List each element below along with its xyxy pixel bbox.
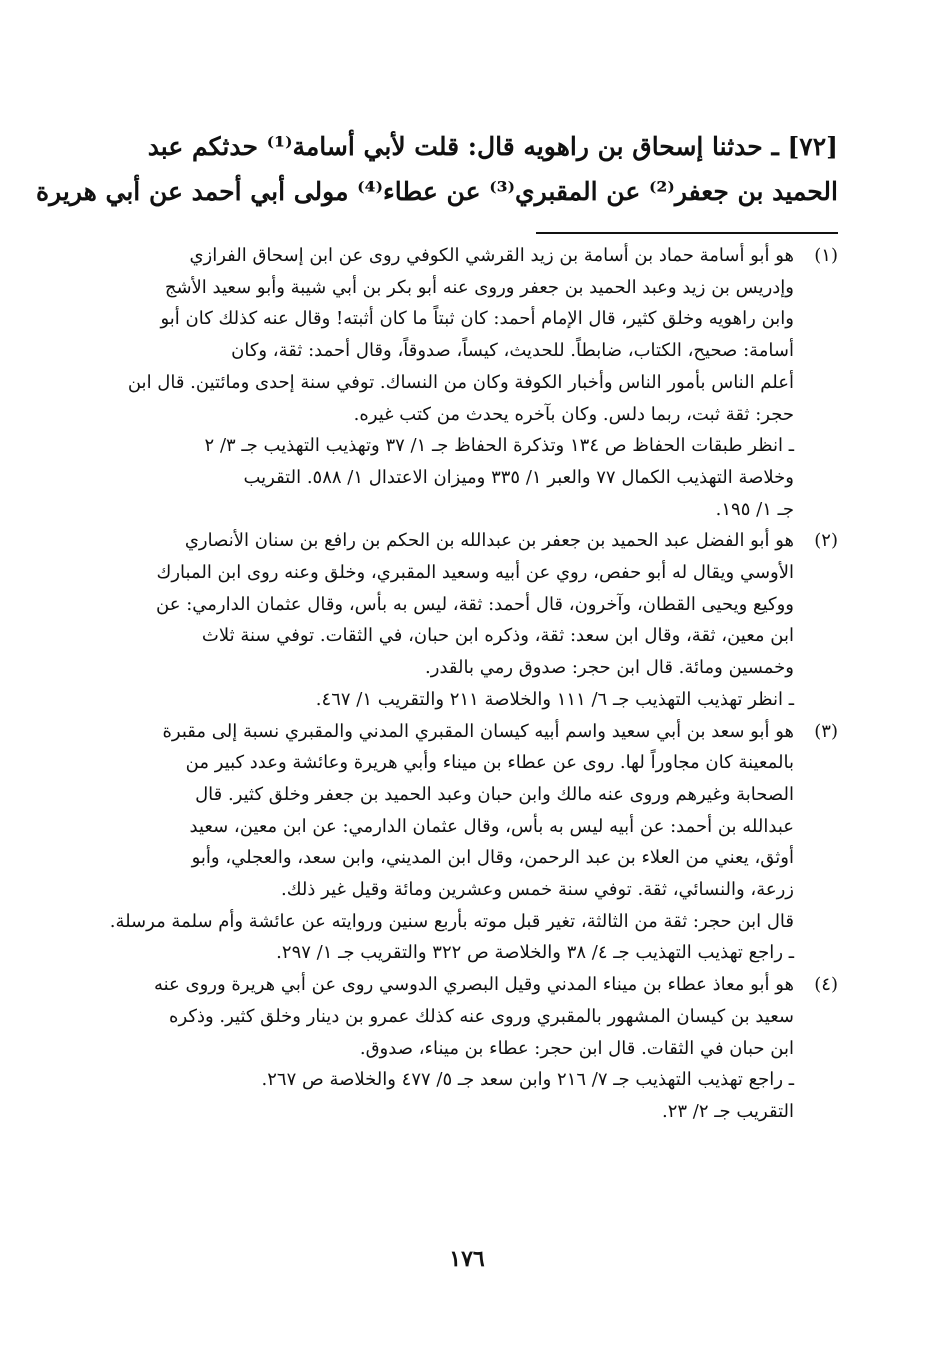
source-line: ـ انظر طبقات الحفاظ ص ١٣٤ وتذكرة الحفاظ جـ ١/ ٣٧ وتهذيب التهذيب جـ ٣/ ٢ [204, 435, 794, 457]
hadith-line: [٧٢] ـ حدثنا إسحاق بن راهويه قال: قلت لأبي أسامة⁽¹⁾ حدثكم عبد [147, 132, 838, 161]
footnote-line: هو أبو الفضل عبد الحميد بن جعفر بن عبدالله بن الحكم بن رافع بن سنان الأنصاري [184, 530, 794, 552]
source-line: التقريب جـ ٢/ ٢٣. [661, 1100, 794, 1122]
footnote-2 [80, 525, 838, 715]
footnote-number: (١) [814, 245, 838, 266]
footnote-line: سعيد بن كيسان المشهور بالمقبري وروى عنه كذلك عمرو بن دينار وخلق كثير. وذكره [169, 1005, 794, 1027]
footnote-1 [80, 240, 838, 525]
footnote-sources [80, 1064, 794, 1127]
source-line: قال ابن حجر: ثقة من الثالثة، تغير قبل موته بأربع سنين وروايته عن عائشة وأم سلمة مرسلة. [109, 910, 794, 932]
footnote-line: زرعة، والنسائي، ثقة. توفي سنة خمس وعشرين ومائة وقيل غير ذلك. [281, 879, 794, 901]
footnote-line: هو أبو سعد بن أبي سعيد واسم أبيه كيسان المقبري المدني والمقبري نسبة إلى مقبرة [162, 720, 794, 742]
footnote-line: بالمعينة كان مجاوراً لها. روى عن عطاء بن ميناء وأبي هريرة وعائشة وعدد كبير من [185, 752, 794, 774]
footnote-line: حجر: ثقة ثبت، ربما دلس. وكان بآخره يحدث من كتب غيره. [353, 403, 794, 425]
footnotes [80, 240, 838, 1128]
footnote-line: وابن راهويه وخلق كثير، قال الإمام أحمد: كان ثبتاً ما كان أثبته! وقال عنه كذلك كان أبو [160, 308, 794, 330]
footnote-sources [80, 430, 794, 525]
footnote-line: ووكيع ويحيى القطان، وآخرون، قال أحمد: ثقة، ليس به بأس، وقال عثمان الدارمي: عن [156, 593, 794, 615]
footnote-line: الأوسي ويقال له أبو حفص، روي عن أبيه وسعيد المقبري، وخلق وعنه روى ابن المبارك [156, 562, 794, 584]
source-line: ـ راجع تهذيب التهذيب جـ ٧/ ٢١٦ وابن سعد جـ ٥/ ٤٧٧ والخلاصة ص ٢٦٧. [261, 1069, 794, 1091]
hadith-text [35, 124, 838, 214]
footnote-line: أوثق، يعني من العلاء بن عبد الرحمن، وقال ابن المديني، وابن سعد، والعجلي، وأبو [191, 847, 794, 869]
footnote-body [80, 716, 794, 906]
footnote-line: الصحابة وغيرهم وروى عنه مالك وابن حبان وعبد الحميد بن جعفر وخلق كثير. قال [195, 783, 794, 805]
footnote-line: هو أبو أسامة حماد بن أسامة بن زيد القرشي الكوفي روى عن ابن إسحاق الفرازي [189, 245, 794, 266]
footnote-body [80, 240, 794, 430]
footnote-number: (٣) [814, 720, 838, 742]
footnote-number: (٤) [814, 974, 838, 996]
footnote-sources [80, 684, 794, 716]
source-line: وخلاصة التهذيب الكمال ٧٧ والعبر ١/ ٣٣٥ وميزان الاعتدال ١/ ٥٨٨. التقريب [243, 466, 794, 488]
footnote-body [80, 525, 794, 684]
footnote-body [80, 969, 794, 1064]
footnote-line: وخمسين ومائة. قال ابن حجر: صدوق رمي بالقدر. [425, 657, 794, 679]
footnote-line: ابن معين، ثقة، وقال ابن سعد: ثقة، وذكره ابن حبان، في الثقات. توفي سنة ثلاث [201, 625, 794, 647]
footnote-line: هو أبو معاذ عطاء بن ميناء المدني وقيل البصري الدوسي روى عن أبي هريرة وروى عنه [153, 974, 794, 996]
footnote-separator [536, 232, 838, 234]
page-number: ١٧٦ [449, 1246, 485, 1272]
source-line: ـ راجع تهذيب التهذيب جـ ٤/ ٣٨ والخلاصة ص ٣٢٢ والتقريب جـ ١/ ٢٩٧. [276, 942, 794, 964]
footnote-line: أسامة: صحيح، الكتاب، ضابطاً. للحديث، كيساً، صدوقاً، وقال أحمد: ثقة، وكان [231, 340, 794, 362]
footnote-number: (٢) [814, 530, 838, 552]
footnote-4 [80, 969, 838, 1128]
footnote-line: عبدالله بن أحمد: عن أبيه ليس به بأس، وقال عثمان الدارمي: عن ابن معين، سعيد [189, 815, 794, 837]
source-line: ـ انظر تهذيب التهذيب جـ ٦/ ١١١ والخلاصة ٢١١ والتقريب ١/ ٤٦٧. [315, 688, 794, 710]
source-line: جـ ١/ ١٩٥. [715, 498, 794, 520]
hadith-line: الحميد بن جعفر⁽²⁾ عن المقبري⁽³⁾ عن عطاء⁽⁴⁾ مولى أبي أحمد عن أبي هريرة [35, 177, 838, 206]
footnote-line: وإدريس بن زيد وعبد الحميد بن جعفر وروى عنه أبو بكر بن أبي شيبة وأبو سعيد الأشج [164, 276, 794, 298]
footnote-line: ابن حبان في الثقات. قال ابن حجر: عطاء بن ميناء، صدوق. [359, 1037, 794, 1059]
footnote-sources [80, 906, 794, 969]
footnote-line: أعلم الناس بأمور الناس وأخبار الكوفة وكان من النساك. توفي سنة إحدى ومائتين. قال ابن [127, 371, 794, 393]
footnote-3 [80, 716, 838, 970]
